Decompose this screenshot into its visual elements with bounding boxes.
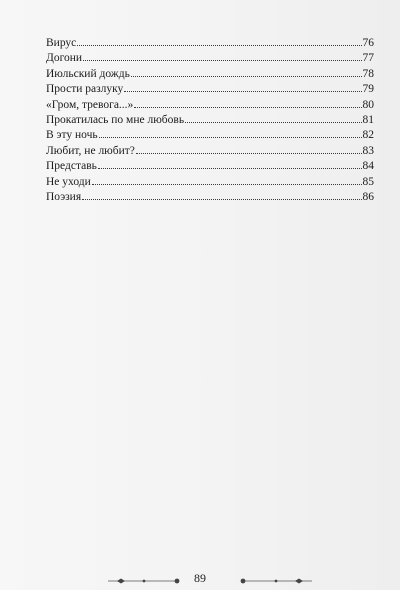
toc-entry: [46, 175, 374, 190]
toc-entry-page: 86: [362, 190, 374, 203]
page-number: 89: [194, 571, 206, 585]
toc-entry: [46, 82, 374, 97]
toc-leader-dots: [124, 91, 361, 92]
table-of-contents: [46, 36, 374, 205]
toc-entry-page: 78: [362, 67, 374, 80]
toc-entry-page: 80: [362, 98, 374, 111]
toc-entry: [46, 144, 374, 159]
toc-entry: [46, 128, 374, 143]
toc-entry: [46, 36, 374, 51]
toc-entry-title: Прости разлуку: [46, 83, 124, 96]
toc-leader-dots: [136, 153, 362, 154]
toc-entry-title: Догони: [46, 52, 83, 65]
toc-leader-dots: [131, 76, 362, 77]
toc-leader-dots: [82, 199, 361, 200]
toc-entry: [46, 67, 374, 82]
toc-entry-page: 84: [362, 160, 374, 173]
toc-entry-page: 79: [362, 83, 374, 96]
toc-entry-title: Прокатилась по мне любовь: [46, 113, 185, 126]
toc-entry-title: Июльский дождь: [46, 67, 130, 80]
toc-leader-dots: [98, 168, 362, 169]
toc-entry-title: Вирус: [46, 37, 77, 49]
toc-entry: [46, 159, 374, 174]
toc-entry-title: Представь: [46, 160, 97, 173]
toc-leader-dots: [185, 122, 361, 123]
toc-entry-page: 83: [362, 144, 374, 157]
toc-entry: [46, 190, 374, 205]
toc-entry-title: Поэзия: [46, 190, 82, 203]
right-ornament-icon: [240, 577, 312, 585]
toc-entry-page: 76: [362, 37, 374, 49]
toc-entry: [46, 51, 374, 66]
toc-leader-dots: [134, 107, 361, 108]
toc-entry-title: Не уходи: [46, 175, 91, 188]
toc-entry-page: 81: [362, 113, 374, 126]
toc-entry: [46, 113, 374, 128]
toc-leader-dots: [92, 184, 362, 185]
toc-entry-title: Любит, не любит?: [46, 144, 135, 157]
toc-entry: [46, 98, 374, 113]
page-footer: [0, 570, 400, 590]
toc-entry-title: В эту ночь: [46, 129, 98, 142]
toc-leader-dots: [99, 137, 362, 138]
toc-leader-dots: [77, 45, 361, 46]
toc-entry-page: 82: [362, 129, 374, 142]
toc-entry-page: 77: [362, 52, 374, 65]
toc-leader-dots: [83, 60, 361, 61]
toc-entry-title: «Гром, тревога...»: [46, 98, 134, 111]
toc-entry-page: 85: [362, 175, 374, 188]
